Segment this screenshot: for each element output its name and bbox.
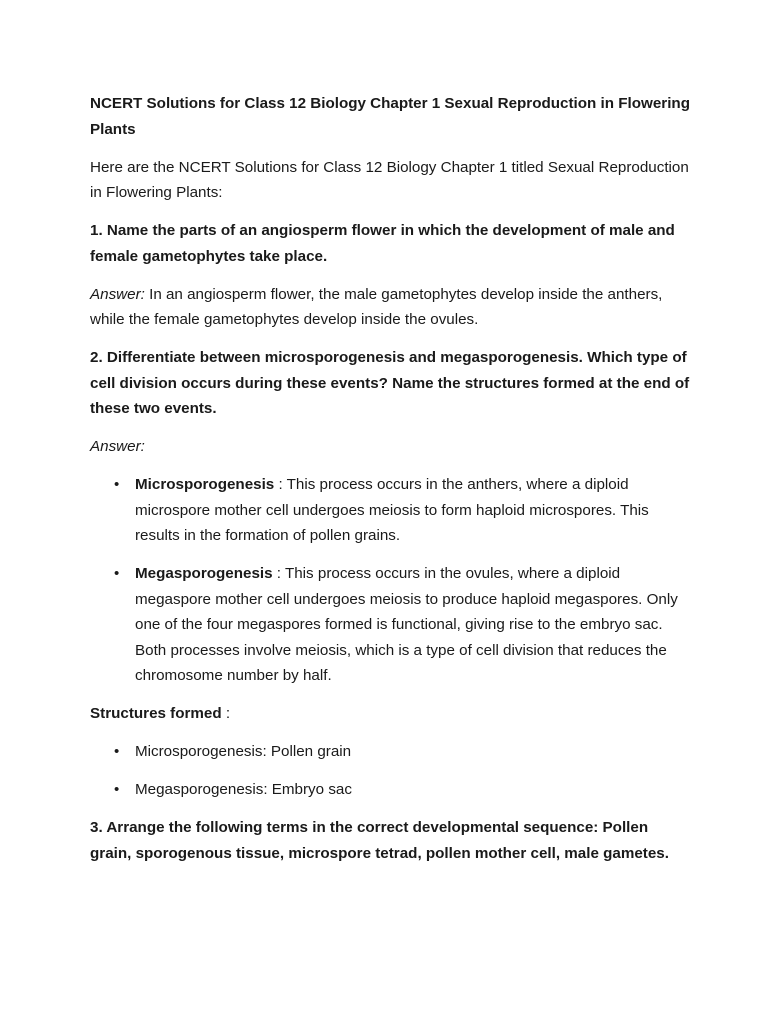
question-3: 3. Arrange the following terms in the correct developmental sequence: Pollen grain, sporogenous tissue, microspore tetrad, pollen mother cell, male gametes.	[90, 819, 669, 862]
structure-item: Megasporogenesis: Embryo sac	[135, 781, 352, 798]
term-microsporogenesis: Microsporogenesis	[135, 476, 275, 493]
answer-1	[90, 282, 690, 333]
term-megasporogenesis: Megasporogenesis	[135, 565, 273, 582]
bullet-icon: •	[114, 743, 120, 760]
structures-list	[90, 739, 690, 803]
structure-item: Microsporogenesis: Pollen grain	[135, 743, 352, 760]
document-title: NCERT Solutions for Class 12 Biology Chapter 1 Sexual Reproduction in Flowering Plants	[90, 95, 690, 138]
bullet-icon: •	[114, 565, 120, 582]
bullet-icon: •	[114, 476, 120, 493]
term-description: : This process occurs in the ovules, where a diploid megaspore mother cell undergoes meiosis to produce haploid megaspores. Only one of the four megaspores formed is functional, giving rise to the embryo sac. Both processes involve meiosis, which is a type of cell division that reduces the chromosome number by half.	[135, 565, 678, 684]
term-description: : This process occurs in the anthers, where a diploid microspore mother cell undergoes meiosis to form haploid microspores. This results in the formation of pollen grains.	[135, 476, 649, 544]
answer-label: Answer:	[90, 438, 145, 455]
structures-colon: :	[221, 705, 231, 722]
list-item	[90, 472, 690, 549]
list-item	[90, 561, 690, 689]
document-page	[90, 91, 690, 879]
structures-heading	[90, 701, 690, 727]
process-list	[90, 472, 690, 689]
answer-1-text: In an angiosperm flower, the male gametophytes develop inside the anthers, while the female gametophytes develop inside the ovules.	[90, 285, 663, 328]
intro-paragraph: Here are the NCERT Solutions for Class 12 Biology Chapter 1 titled Sexual Reproduction in Flowering Plants:	[90, 158, 689, 201]
question-2: 2. Differentiate between microsporogenesis and megasporogenesis. Which type of cell division occurs during these events? Name the structures formed at the end of these two events.	[90, 349, 690, 417]
structures-label: Structures formed	[90, 705, 222, 722]
bullet-icon: •	[114, 781, 120, 798]
question-1: 1. Name the parts of an angiosperm flower in which the development of male and female gametophytes take place.	[90, 222, 675, 265]
list-item	[90, 777, 690, 803]
answer-label: Answer:	[90, 285, 145, 303]
list-item	[90, 739, 690, 765]
